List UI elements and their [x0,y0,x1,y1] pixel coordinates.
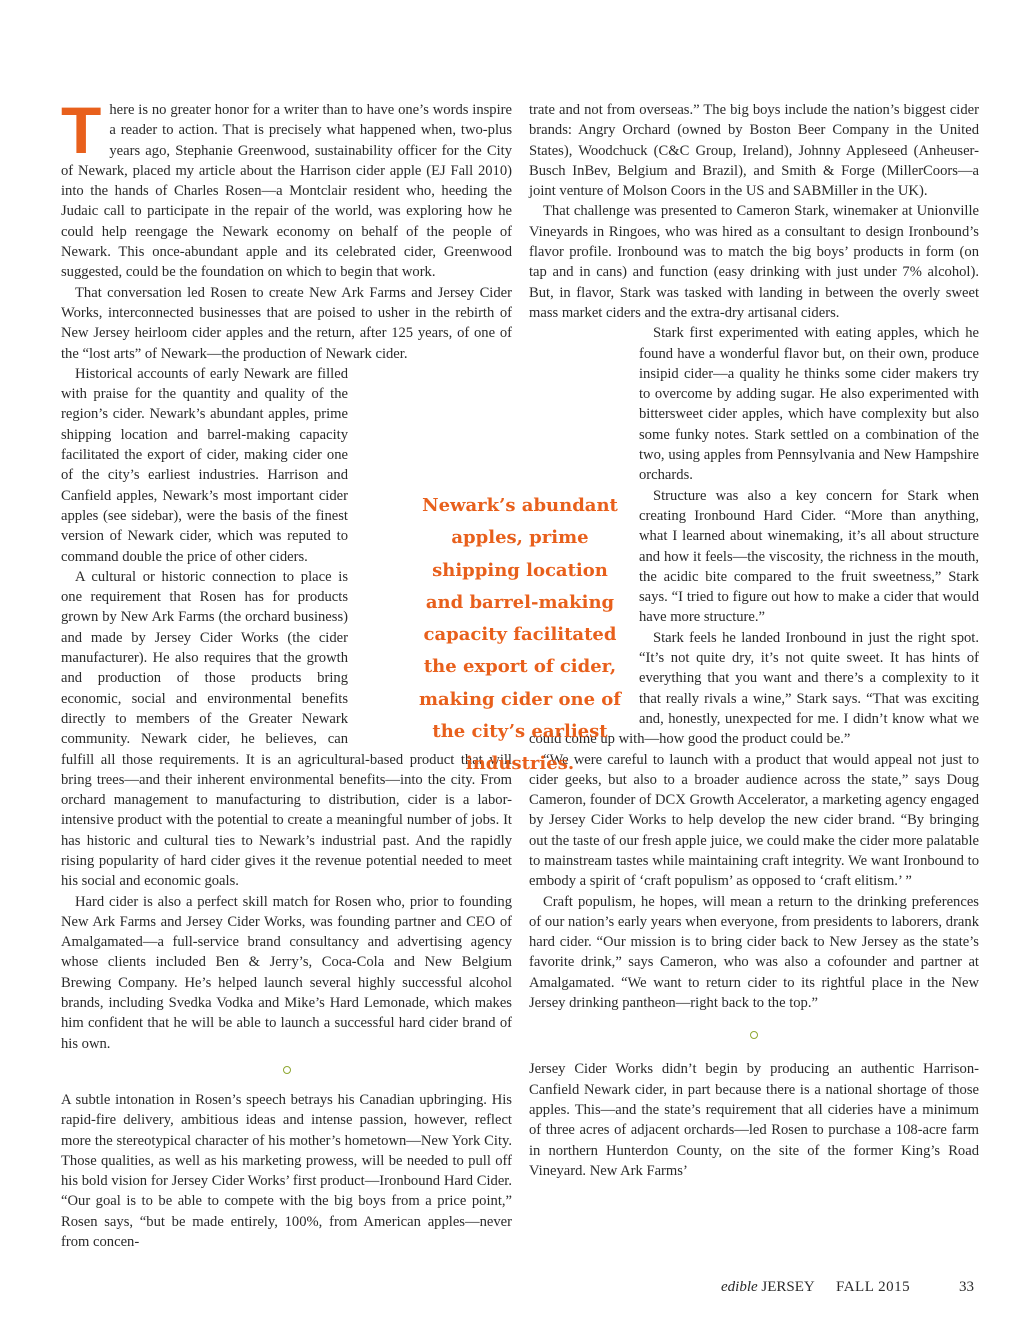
article-paragraph: Structure was also a key concern for Stark when creating Ironbound Hard Cider. “More than anything, what I learned about winemaking, it’s all about structure and how it feels—the viscosity, the richness in the mouth, the acidic bite compared to the fruit sweetness,” Stark says. “I tried to figure out how to make a cider that would have more structure.” [639,487,979,626]
magazine-name: edible JERSEY [721,1279,815,1295]
article-paragraph: Stark feels he landed Ironbound in just the right spot. “It’s not quite dry, it’s not quite sweet. It has hints of everything that you want and there’s a complexity to it that really rivals a wine,” Stark says. “That was exciting and, honestly, unexpected for me. I didn’t know what we could come up with—how good the product could be.” [529,629,979,748]
article-paragraph: Jersey Cider Works didn’t begin by producing an authentic Harrison-Canfield Newark cider, in part because there is a national shortage of those apples. This—and the state’s requirement that all cideries have a minimum of three acres of adjacent orchards—led Rosen to purchase a 108-acre farm in northern Hunterdon County, on the site of the former King’s Road Vineyard. New Ark Farms’ [529,1061,979,1179]
article-paragraph: Craft populism, he hopes, will mean a return to the drinking preferences of our nation’s early years when everyone, from presidents to laborers, drank hard cider. “Our mission is to bring cider back to New Jersey as the state’s favorite drink,” says Cameron, who was also a cofounder and partner at Amalgamated. “We want to return cider to its rightful place in the New Jersey drinking pantheon—right back to the top.” [529,893,979,1012]
article-paragraph: Historical accounts of early Newark are filled with praise for the quantity and quality of the region’s cider. Newark’s abundant apples, prime shipping location and barrel-making capacity facilitated the export of cider, making cider one of the city’s earliest industries. Harrison and Canfield apples, Newark’s most important cider apples (see sidebar), were the basis of the finest version of Newark cider, which was reputed to command double the price of other ciders. [61,364,512,567]
pull-quote: Newark’s abundant apples, prime shipping location and barrel-making capacity facilitated the export of cider, making cider one of the city’s earliest industries. [418,495,622,775]
page-number: 33 [959,1279,974,1295]
article-paragraph: Hard cider is also a perfect skill match for Rosen who, prior to founding New Ark Farms and Jersey Cider Works, was founding partner and CEO of Amalgamated—a full-service brand consultancy and advertising agency whose clients included Ben & Jerry’s, Coca-Cola and New Belgium Brewing Company. He’s helped launch several highly successful alcohol brands, including Svedka Vodka and Mike’s Hard Lemonade, which makes him confident that he will be able to launch a successful hard cider brand of his own. [61,893,512,1052]
article-paragraph: That conversation led Rosen to create New Ark Farms and Jersey Cider Works, interconnected businesses that are poised to usher in the rebirth of New Jersey heirloom cider apples and the return, after 125 years, of one of the “lost arts” of Newark—the production of Newark cider. [61,284,512,362]
small-circle-icon [750,1031,758,1039]
article-paragraph: Stark first experimented with eating apples, which he found have a wonderful flavor but, on their own, produce insipid cider—a quality he thinks some cider makers try to overcome by adding sugar. He also experimented with bittersweet cider apples, which have complexity but also some funky notes. Stark settled on a combination of the two, using apples from Pennsylvania and New Hampshire orchards. [529,323,979,485]
drop-cap: T [61,93,102,167]
article-paragraph: A subtle intonation in Rosen’s speech betrays his Canadian upbringing. His rapid-fire delivery, ambitious ideas and intense passion, however, reflect more the stereotypical character of his mother’s hometown—New York City. Those qualities, as well as his marketing prowess, will be needed to pull off his bold vision for Jersey Cider Works’ first product—Ironbound Hard Cider. “Our goal is to be able to compete with the big boys from a price point,” Rosen says, “but be made entirely, 100%, from American apples—never from concen- [61,1091,512,1251]
article-paragraph: trate and not from overseas.” The big boys include the nation’s biggest cider brands: Angry Orchard (owned by Boston Beer Company in the United States), Woodchuck (C&C Group, Ireland), Johnny Appleseed (Anheuser-Busch InBev, Belgium and Brazil), and Smith & Forge (MillerCoors—a joint venture of Molson Coors in the US and SABMiller in the UK). [529,102,979,200]
small-circle-icon [283,1066,291,1074]
article-paragraph: That challenge was presented to Cameron Stark, winemaker at Unionville Vineyards in Ringoes, who was hired as a consultant to design Ironbound’s flavor profile. Ironbound was to match the big boys’ products in form (on tap and in cans) and function (easy drinking with just under 7% alcohol). But, in flavor, Stark was tasked with landing in between the overly sweet mass market ciders and the extra-dry artisanal ciders. [529,203,979,321]
article-paragraph: “We were careful to launch with a product that would appeal not just to cider geeks, but also to a broader audience across the state,” says Doug Cameron, founder of DCX Growth Accelerator, a marketing agency engaged by Jersey Cider Works to help develop the new cider brand. “By bringing out the taste of our fresh apple juice, we could make the cider more palatable to mainstream tastes while maintaining craft integrity. We want Ironbound to embody a spirit of ‘craft populism’ as opposed to ‘craft elitism.’ ” [529,751,979,890]
section-separator [529,1027,979,1045]
section-separator [61,1062,512,1080]
issue-label: FALL 2015 [836,1279,911,1295]
article-paragraph: A cultural or historic connection to place is one requirement that Rosen has for products grown by New Ark Farms (the orchard business) and made by Jersey Cider Works (the cider manufacturer). He also requires that the growth and production of those products bring economic, social and environmental benefits directly to members of the Greater Newark community. Newark cider, he believes, can fulfill all those requirements. It is an agricultural-based product that will bring trees—and their inherent environmental benefits—into the city. From orchard management to manufacturing to distribution, cider is a labor-intensive product with the potential to create a meaningful number of jobs. It has historic and cultural ties to Newark’s industrial past. And the rapidly rising popularity of hard cider gives it the revenue potential needed to meet his social and economic goals. [61,568,512,890]
article-paragraph: There is no greater honor for a writer than to have one’s words inspire a reader to action. That is precisely what happened when, two-plus years ago, Stephanie Greenwood, sustainability officer for the City of Newark, placed my article about the Harrison cider apple (EJ Fall 2010) into the hands of Charles Rosen—a Montclair resident who, heeding the Judaic call to participate in the repair of the world, was exploring how he could help reengage the Newark economy on behalf of the people of Newark. This once-abundant apple and its celebrated cider, Greenwood suggested, could be the foundation on which to begin that work. [61,93,512,281]
